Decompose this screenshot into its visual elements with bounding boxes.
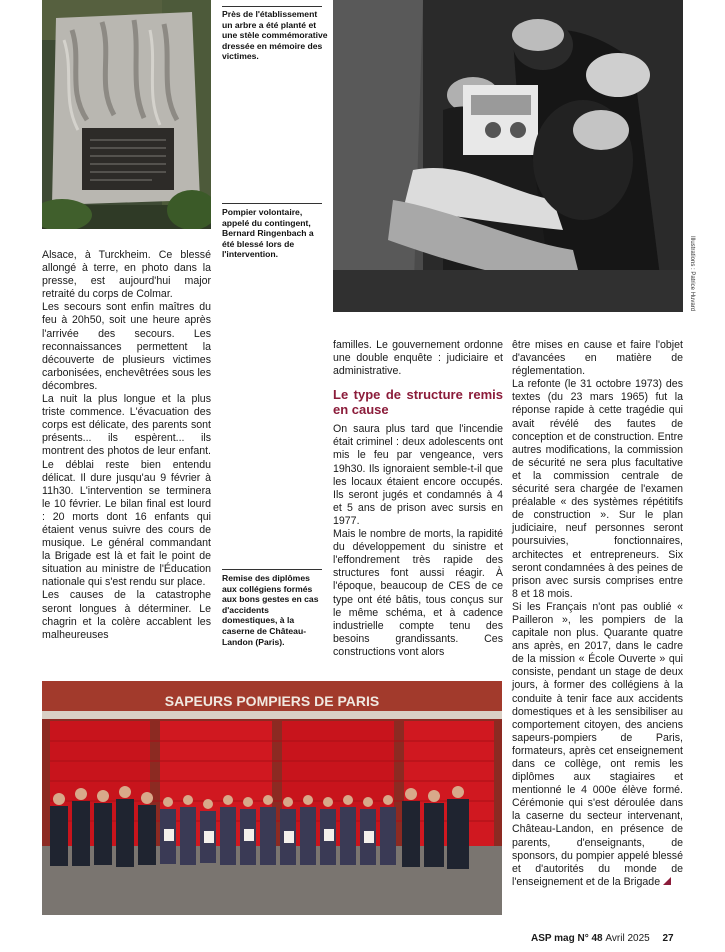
paragraph: Les secours sont enfin maîtres du feu à 20h50, soit une heure après l'arrivée des secours. Les reconnaissances permettent la découverte de plusieurs victimes carbonisées, enchevêtrées sous les décombres. — [42, 301, 211, 392]
photo-credit: Illustrations : Patrice Huvard — [689, 236, 695, 312]
paragraph: familles. Le gouvernement ordonne une double enquête : judiciaire et administrative. — [333, 339, 503, 378]
memorial-stele-photo — [42, 0, 211, 229]
magazine-name: ASP mag N° 48 — [531, 933, 603, 944]
volunteer-caption: Pompier volontaire, appelé du contingent, Bernard Ringenbach a été blessé lors de l'intervention. — [222, 207, 314, 260]
diploma-ceremony-photo — [42, 681, 502, 915]
issue-date: Avril 2025 — [605, 933, 650, 944]
paragraph: être mises en cause et faire l'objet d'avancées en matière de réglementation. — [512, 339, 683, 378]
caption-rule — [222, 6, 322, 7]
page-footer — [531, 933, 674, 944]
paragraph-text: Si les Français n'ont pas oublié « Pailleron », les pompiers de la capitale non plus. Quarante quatre ans après, en 2017, dans le cadre de la mission « École Ouverte » qui consiste, pendant un stage de deux jours, à former des collégiens à la conduite à tenir face aux accidents domestiques et à les sensibiliser au comportement citoyen, des anciens sapeurs-pompiers de Paris, formateurs, après cet enseignement dans ce collège, ont remis les diplômes aux stagiaires et mentionné le 4 000e élève formé. Cérémonie qui s'est déroulée dans la caserne du secteur intervenant, Château-Landon, en présence de parents, d'enseignants, de sponsors, du pompier appelé blessé et d'autorités du monde de l'enseignement et de la Brigade — [512, 600, 683, 888]
paragraph — [512, 601, 683, 889]
paragraph: La refonte (le 31 octobre 1973) des textes (du 23 mars 1965) fut la réponse rapide à cette tragédie qui avait révélé des fautes de conception et de construction. Entre autres modifications, la commission de sécurité ne sera plus facultative et la commission centrale de sécurité sera chargée de l'examen préalable « des systèmes répétitifs de construction ». Sur le plan judiciaire, neuf personnes seront poursuivies, fonctionnaires, architectes et entrepreneurs. Six seront condamnées à des peines de prison avec sursis comprises entre 8 et 18 mois. — [512, 378, 683, 600]
article-column-1 — [42, 249, 211, 642]
paragraph: Alsace, à Turckheim. Ce blessé allongé à terre, en photo dans la presse, est aujourd'hui major retraité du corps de Colmar. — [42, 249, 211, 301]
firefighters-rescue-photo — [333, 0, 683, 312]
article-column-2 — [333, 339, 503, 659]
memorial-caption: Près de l'établissement un arbre a été planté et une stèle commémorative dressée en mémoire des victimes. — [222, 9, 328, 62]
article-end-mark — [663, 877, 671, 885]
fire-station-group-illustration — [42, 681, 502, 915]
caption-rule — [222, 569, 322, 570]
section-heading: Le type de structure remis en cause — [333, 387, 503, 417]
caption-rule — [222, 203, 322, 204]
paragraph: La nuit la plus longue et la plus triste commence. L'évacuation des corps est délicate, des parents sont présents... ils espèrent... ils montrent des photos de leur enfant. Le déblai reste bien entendu délicat. Il dure jusqu'au 9 février à 11h30. L'intervention se terminera le 10 février. Le bilan final est lourd : 20 morts dont 16 enfants qui étaient venus suivre des cours de musique. Le général commandant la Brigade est là et fait le point de situation au ministre de l'Éducation nationale qui s'est rendu sur place. — [42, 393, 211, 589]
paragraph: Mais le nombre de morts, la rapidité du développement du sinistre et l'effondrement très rapide des structures font aussi réagir. À l'époque, beaucoup de CES de ce type ont été bâtis, tous conçus sur le même schéma, et à cadence industrielle compte tenu des besoins grandissants. Ces constructions vont alors — [333, 528, 503, 658]
paragraph: Les causes de la catastrophe seront longues à déterminer. Le chagrin et la colère accablent les malheureuses — [42, 589, 211, 641]
diplomas-caption: Remise des diplômes aux collégiens formés aux bons gestes en cas d'accidents domestiques, à la caserne de Château-Landon (Paris). — [222, 573, 319, 647]
firefighters-rescue-illustration — [333, 0, 683, 312]
memorial-stele-illustration — [42, 0, 211, 229]
paragraph: On saura plus tard que l'incendie était criminel : deux adolescents ont mis le feu par vengeance, vers 19h30. Ils ignoraient semble-t-il que les locaux étaient encore occupés. Ils seront jugés et condamnés à 4 et 5 ans de prison avec sursis en 1977. — [333, 423, 503, 527]
article-column-3 — [512, 339, 683, 889]
building-sign: SAPEURS POMPIERS DE PARIS — [164, 693, 380, 709]
page-number: 27 — [662, 933, 674, 944]
